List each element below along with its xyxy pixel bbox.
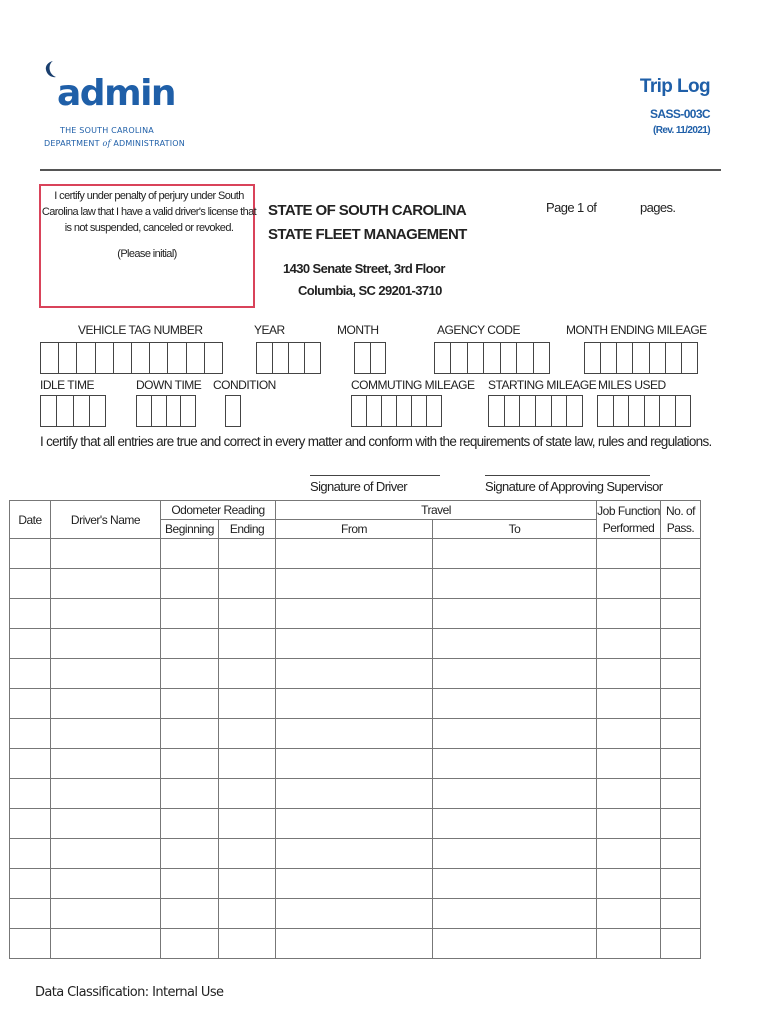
travel-from-cell[interactable]: [276, 719, 433, 749]
table-row: [10, 839, 701, 869]
table-row: [10, 599, 701, 629]
job-function-cell[interactable]: [597, 899, 661, 929]
driver-name-cell[interactable]: [51, 899, 161, 929]
idle-time-input[interactable]: [40, 395, 106, 427]
commuting-mileage-label: COMMUTING MILEAGE: [351, 378, 475, 392]
table-row: [10, 749, 701, 779]
page-total-suffix: pages.: [640, 200, 676, 215]
odometer-beginning-cell[interactable]: [161, 899, 219, 929]
table-row: [10, 719, 701, 749]
month-label: MONTH: [337, 323, 379, 337]
driver-name-cell[interactable]: [51, 689, 161, 719]
travel-from-cell[interactable]: [276, 659, 433, 689]
passengers-cell[interactable]: [661, 659, 701, 689]
travel-to-cell[interactable]: [433, 899, 597, 929]
travel-from-cell[interactable]: [276, 749, 433, 779]
job-function-cell[interactable]: [597, 869, 661, 899]
odometer-ending-cell[interactable]: [219, 749, 276, 779]
odometer-beginning-cell[interactable]: [161, 599, 219, 629]
page-number-label: Page 1 of: [546, 200, 597, 215]
odometer-ending-cell[interactable]: [219, 809, 276, 839]
odometer-ending-cell[interactable]: [219, 689, 276, 719]
passengers-cell[interactable]: [661, 569, 701, 599]
travel-from-cell[interactable]: [276, 539, 433, 569]
certification-statement: I certify that all entries are true and correct in every matter and conform with the requirements of state law, rules and regulations.: [40, 434, 712, 449]
driver-name-cell[interactable]: [51, 779, 161, 809]
travel-from-cell[interactable]: [276, 839, 433, 869]
table-row: [10, 779, 701, 809]
job-function-cell[interactable]: [597, 839, 661, 869]
date-cell[interactable]: [10, 839, 51, 869]
logo-subtitle-line1: THE SOUTH CAROLINA: [60, 126, 154, 135]
job-function-cell[interactable]: [597, 809, 661, 839]
travel-from-cell[interactable]: [276, 929, 433, 959]
agency-code-label: AGENCY CODE: [437, 323, 520, 337]
table-row: [10, 629, 701, 659]
driver-name-cell[interactable]: [51, 599, 161, 629]
condition-input[interactable]: [225, 395, 241, 427]
condition-label: CONDITION: [213, 378, 276, 392]
driver-signature-label: Signature of Driver: [310, 479, 407, 494]
odometer-beginning-cell[interactable]: [161, 809, 219, 839]
date-cell[interactable]: [10, 629, 51, 659]
driver-name-column-header: Driver's Name: [51, 501, 161, 539]
month-input[interactable]: [354, 342, 386, 374]
miles-used-label: MILES USED: [598, 378, 666, 392]
travel-to-cell[interactable]: [433, 629, 597, 659]
odometer-ending-cell[interactable]: [219, 659, 276, 689]
odometer-ending-cell[interactable]: [219, 839, 276, 869]
travel-from-cell[interactable]: [276, 869, 433, 899]
year-label: YEAR: [254, 323, 285, 337]
table-row: [10, 689, 701, 719]
date-cell[interactable]: [10, 599, 51, 629]
form-title: Trip Log: [639, 76, 710, 97]
odometer-beginning-cell[interactable]: [161, 779, 219, 809]
odometer-beginning-cell[interactable]: [161, 749, 219, 779]
travel-to-cell[interactable]: [433, 869, 597, 899]
table-row: [10, 929, 701, 959]
travel-to-cell[interactable]: [433, 779, 597, 809]
travel-to-cell[interactable]: [433, 839, 597, 869]
driver-signature-line[interactable]: [310, 475, 440, 476]
table-row: [10, 569, 701, 599]
job-function-cell[interactable]: [597, 659, 661, 689]
job-function-cell[interactable]: [597, 539, 661, 569]
odometer-beginning-cell[interactable]: [161, 839, 219, 869]
passengers-cell[interactable]: [661, 809, 701, 839]
vehicle-tag-label: VEHICLE TAG NUMBER: [78, 323, 203, 337]
odometer-beginning-cell[interactable]: [161, 569, 219, 599]
logo-department-text: DEPARTMENT: [44, 139, 103, 148]
job-function-cell[interactable]: [597, 929, 661, 959]
vehicle-tag-input[interactable]: [40, 342, 223, 374]
travel-from-cell[interactable]: [276, 899, 433, 929]
travel-to-header: To: [433, 520, 597, 539]
travel-to-cell[interactable]: [433, 719, 597, 749]
down-time-label: DOWN TIME: [136, 378, 202, 392]
data-classification-footer: Data Classification: Internal Use: [35, 985, 224, 1000]
table-row: [10, 659, 701, 689]
header-divider: [40, 169, 721, 171]
odometer-beginning-cell[interactable]: [161, 929, 219, 959]
date-cell[interactable]: [10, 689, 51, 719]
job-function-cell[interactable]: [597, 719, 661, 749]
certification-text: I certify under penalty of perjury under South Carolina law that I have a valid driver's license that is not suspended, canceled or revoked.: [41, 190, 257, 234]
logo-of-text: of: [102, 139, 111, 148]
passengers-cell[interactable]: [661, 869, 701, 899]
passengers-cell[interactable]: [661, 929, 701, 959]
agency-state-name: STATE OF SOUTH CAROLINA: [268, 202, 467, 219]
date-cell[interactable]: [10, 779, 51, 809]
supervisor-signature-label: Signature of Approving Supervisor: [485, 479, 663, 494]
table-row: [10, 809, 701, 839]
trip-log-table: [9, 500, 701, 959]
driver-name-cell[interactable]: [51, 539, 161, 569]
driver-name-cell[interactable]: [51, 719, 161, 749]
job-function-column-header: [597, 501, 661, 539]
date-cell[interactable]: [10, 869, 51, 899]
odometer-ending-cell[interactable]: [219, 899, 276, 929]
job-function-cell[interactable]: [597, 779, 661, 809]
odometer-ending-cell[interactable]: [219, 599, 276, 629]
year-input[interactable]: [256, 342, 321, 374]
travel-to-cell[interactable]: [433, 599, 597, 629]
form-revision: (Rev. 11/2021): [652, 125, 710, 136]
date-cell[interactable]: [10, 899, 51, 929]
date-cell[interactable]: [10, 659, 51, 689]
date-cell[interactable]: [10, 929, 51, 959]
driver-name-cell[interactable]: [51, 869, 161, 899]
trip-log-body: [10, 539, 701, 959]
passengers-label: Pass.: [666, 520, 695, 535]
agency-fleet-name: STATE FLEET MANAGEMENT: [268, 226, 467, 243]
travel-from-cell[interactable]: [276, 569, 433, 599]
odometer-beginning-cell[interactable]: [161, 869, 219, 899]
date-cell[interactable]: [10, 569, 51, 599]
passengers-cell[interactable]: [661, 689, 701, 719]
job-function-label: Job Function: [597, 503, 660, 518]
date-cell[interactable]: [10, 719, 51, 749]
logo-subtitle-line2: [44, 139, 185, 148]
performed-label: Performed: [602, 520, 655, 535]
job-function-cell[interactable]: [597, 629, 661, 659]
odometer-ending-cell[interactable]: [219, 629, 276, 659]
passengers-cell[interactable]: [661, 839, 701, 869]
travel-from-header: From: [276, 520, 433, 539]
travel-to-cell[interactable]: [433, 569, 597, 599]
number-of-label: No. of: [666, 503, 696, 518]
starting-mileage-input[interactable]: [488, 395, 583, 427]
logo-administration-text: ADMINISTRATION: [110, 139, 185, 148]
odometer-ending-cell[interactable]: [219, 929, 276, 959]
travel-to-cell[interactable]: [433, 929, 597, 959]
driver-name-cell[interactable]: [51, 659, 161, 689]
month-ending-mileage-label: MONTH ENDING MILEAGE: [566, 323, 707, 337]
commuting-mileage-input[interactable]: [351, 395, 442, 427]
odometer-ending-cell[interactable]: [219, 869, 276, 899]
travel-from-cell[interactable]: [276, 689, 433, 719]
date-cell[interactable]: [10, 809, 51, 839]
odometer-beginning-cell[interactable]: [161, 659, 219, 689]
odometer-ending-cell[interactable]: [219, 779, 276, 809]
idle-time-label: IDLE TIME: [40, 378, 94, 392]
passengers-cell[interactable]: [661, 629, 701, 659]
travel-to-cell[interactable]: [433, 809, 597, 839]
driver-name-cell[interactable]: [51, 569, 161, 599]
odometer-beginning-cell[interactable]: [161, 719, 219, 749]
travel-to-cell[interactable]: [433, 659, 597, 689]
certification-initial-box[interactable]: [39, 184, 255, 308]
agency-address-street: 1430 Senate Street, 3rd Floor: [283, 261, 445, 276]
travel-from-cell[interactable]: [276, 809, 433, 839]
passengers-cell[interactable]: [661, 749, 701, 779]
odometer-ending-cell[interactable]: [219, 719, 276, 749]
date-column-header: Date: [10, 501, 51, 539]
odometer-ending-cell[interactable]: [219, 569, 276, 599]
odometer-column-header: Odometer Reading: [161, 501, 276, 520]
odometer-beginning-cell[interactable]: [161, 629, 219, 659]
driver-name-cell[interactable]: [51, 839, 161, 869]
odometer-ending-header: Ending: [219, 520, 276, 539]
date-cell[interactable]: [10, 749, 51, 779]
driver-name-cell[interactable]: [51, 749, 161, 779]
driver-name-cell[interactable]: [51, 629, 161, 659]
odometer-beginning-header: Beginning: [161, 520, 219, 539]
passengers-cell[interactable]: [661, 719, 701, 749]
travel-from-cell[interactable]: [276, 599, 433, 629]
date-cell[interactable]: [10, 539, 51, 569]
passengers-cell[interactable]: [661, 599, 701, 629]
please-initial-label: (Please initial): [117, 248, 177, 260]
passengers-cell[interactable]: [661, 899, 701, 929]
travel-to-cell[interactable]: [433, 539, 597, 569]
agency-address-city: Columbia, SC 29201-3710: [298, 283, 442, 298]
passengers-cell[interactable]: [661, 539, 701, 569]
job-function-cell[interactable]: [597, 569, 661, 599]
travel-to-cell[interactable]: [433, 689, 597, 719]
down-time-input[interactable]: [136, 395, 196, 427]
passengers-column-header: [661, 501, 701, 539]
driver-name-cell[interactable]: [51, 929, 161, 959]
travel-column-header: Travel: [276, 501, 597, 520]
travel-to-cell[interactable]: [433, 749, 597, 779]
month-ending-mileage-input[interactable]: [584, 342, 698, 374]
job-function-cell[interactable]: [597, 599, 661, 629]
driver-name-cell[interactable]: [51, 809, 161, 839]
supervisor-signature-line[interactable]: [485, 475, 650, 476]
miles-used-input[interactable]: [597, 395, 691, 427]
job-function-cell[interactable]: [597, 689, 661, 719]
travel-from-cell[interactable]: [276, 629, 433, 659]
agency-code-input[interactable]: [434, 342, 550, 374]
table-row: [10, 899, 701, 929]
passengers-cell[interactable]: [661, 779, 701, 809]
starting-mileage-label: STARTING MILEAGE: [488, 378, 597, 392]
table-row: [10, 539, 701, 569]
job-function-cell[interactable]: [597, 749, 661, 779]
odometer-beginning-cell[interactable]: [161, 539, 219, 569]
table-row: [10, 869, 701, 899]
odometer-ending-cell[interactable]: [219, 539, 276, 569]
odometer-beginning-cell[interactable]: [161, 689, 219, 719]
admin-logo-wordmark: admin: [57, 73, 176, 114]
form-code: SASS-003C: [650, 107, 710, 121]
travel-from-cell[interactable]: [276, 779, 433, 809]
